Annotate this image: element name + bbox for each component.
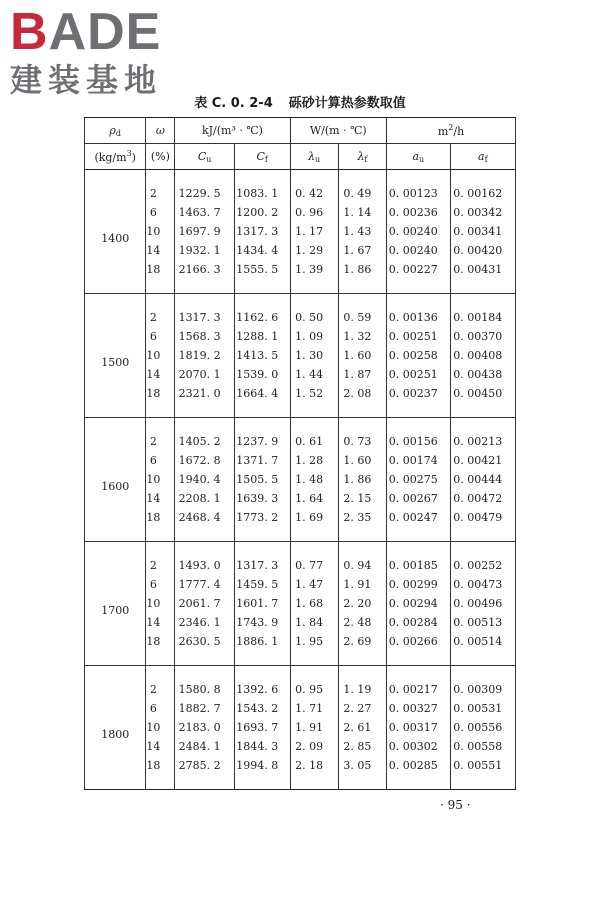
a-unfrozen-cell: 0. 00299: [387, 575, 450, 594]
lambda-frozen-cell: 0. 49: [338, 170, 386, 204]
c-unfrozen-cell: 1882. 7: [175, 699, 234, 718]
lambda-frozen-cell: 2. 20: [338, 594, 386, 613]
c-frozen-cell: 1392. 6: [234, 666, 290, 700]
a-frozen-cell: 0. 00556: [450, 718, 515, 737]
c-frozen-cell: 1994. 8: [234, 756, 290, 790]
c-unfrozen-cell: 2208. 1: [175, 489, 234, 508]
c-unfrozen-cell: 2166. 3: [175, 260, 234, 294]
header-density-unit: $(kg/m^3)$: [85, 144, 146, 170]
c-unfrozen-cell: 2484. 1: [175, 737, 234, 756]
c-frozen-cell: 1413. 5: [234, 346, 290, 365]
table-row: [85, 489, 516, 508]
a-unfrozen-cell: 0. 00123: [387, 170, 450, 204]
c-frozen-cell: 1434. 4: [234, 241, 290, 260]
lambda-unfrozen-cell: 1. 39: [290, 260, 338, 294]
a-frozen-cell: 0. 00551: [450, 756, 515, 790]
moisture-cell: 14: [146, 737, 175, 756]
a-frozen-cell: 0. 00213: [450, 418, 515, 452]
a-unfrozen-cell: 0. 00174: [387, 451, 450, 470]
c-frozen-cell: 1773. 2: [234, 508, 290, 542]
lambda-unfrozen-cell: 0. 42: [290, 170, 338, 204]
moisture-cell: 6: [146, 203, 175, 222]
a-frozen-cell: 0. 00408: [450, 346, 515, 365]
c-unfrozen-cell: 1777. 4: [175, 575, 234, 594]
table-row: [85, 470, 516, 489]
moisture-cell: 10: [146, 594, 175, 613]
table-row: [85, 718, 516, 737]
a-unfrozen-cell: 0. 00240: [387, 222, 450, 241]
a-frozen-cell: 0. 00420: [450, 241, 515, 260]
a-unfrozen-cell: 0. 00217: [387, 666, 450, 700]
lambda-unfrozen-cell: 1. 52: [290, 384, 338, 418]
logo-wordmark: [10, 4, 162, 60]
a-frozen-cell: 0. 00531: [450, 699, 515, 718]
a-frozen-cell: 0. 00473: [450, 575, 515, 594]
table-row: [85, 508, 516, 542]
header-diffusivity-group: $m^2/h$: [387, 118, 516, 144]
a-unfrozen-cell: 0. 00247: [387, 508, 450, 542]
lambda-frozen-cell: 1. 19: [338, 666, 386, 700]
lambda-unfrozen-cell: 0. 96: [290, 203, 338, 222]
c-unfrozen-cell: 1932. 1: [175, 241, 234, 260]
a-frozen-cell: 0. 00421: [450, 451, 515, 470]
table-row: [85, 613, 516, 632]
lambda-unfrozen-cell: 1. 84: [290, 613, 338, 632]
page-number: · 95 ·: [440, 798, 471, 812]
c-unfrozen-cell: 1568. 3: [175, 327, 234, 346]
table-row: [85, 699, 516, 718]
density-cell: 1500: [85, 294, 146, 418]
a-frozen-cell: 0. 00309: [450, 666, 515, 700]
lambda-frozen-cell: 0. 59: [338, 294, 386, 328]
moisture-cell: 18: [146, 756, 175, 790]
a-unfrozen-cell: 0. 00302: [387, 737, 450, 756]
lambda-frozen-cell: 1. 60: [338, 346, 386, 365]
c-frozen-cell: 1317. 3: [234, 222, 290, 241]
moisture-cell: 14: [146, 489, 175, 508]
a-unfrozen-cell: 0. 00251: [387, 327, 450, 346]
lambda-unfrozen-cell: 1. 68: [290, 594, 338, 613]
header-heat-capacity-group: kJ/(m³ · ℃): [175, 118, 290, 144]
density-cell: 1400: [85, 170, 146, 294]
c-frozen-cell: 1317. 3: [234, 542, 290, 576]
c-unfrozen-cell: 1405. 2: [175, 418, 234, 452]
table-row: [85, 384, 516, 418]
table-row: [85, 451, 516, 470]
a-frozen-cell: 0. 00184: [450, 294, 515, 328]
a-frozen-cell: 0. 00438: [450, 365, 515, 384]
density-cell: 1800: [85, 666, 146, 790]
lambda-frozen-cell: 2. 69: [338, 632, 386, 666]
a-frozen-cell: 0. 00370: [450, 327, 515, 346]
a-frozen-cell: 0. 00162: [450, 170, 515, 204]
a-unfrozen-cell: 0. 00285: [387, 756, 450, 790]
lambda-frozen-cell: 1. 87: [338, 365, 386, 384]
c-unfrozen-cell: 2468. 4: [175, 508, 234, 542]
table-row: [85, 756, 516, 790]
c-unfrozen-cell: 1463. 7: [175, 203, 234, 222]
lambda-frozen-cell: 1. 14: [338, 203, 386, 222]
publisher-logo: [10, 4, 162, 98]
header-a-frozen: $a_f$: [450, 144, 515, 170]
header-a-unfrozen: $a_u$: [387, 144, 450, 170]
lambda-frozen-cell: 1. 86: [338, 470, 386, 489]
density-cell: 1600: [85, 418, 146, 542]
header-moisture-symbol: ω: [146, 118, 175, 144]
c-unfrozen-cell: 2061. 7: [175, 594, 234, 613]
c-unfrozen-cell: 2346. 1: [175, 613, 234, 632]
c-unfrozen-cell: 1493. 0: [175, 542, 234, 576]
c-frozen-cell: 1886. 1: [234, 632, 290, 666]
c-frozen-cell: 1459. 5: [234, 575, 290, 594]
c-frozen-cell: 1505. 5: [234, 470, 290, 489]
table-row: [85, 327, 516, 346]
a-unfrozen-cell: 0. 00267: [387, 489, 450, 508]
moisture-cell: 14: [146, 613, 175, 632]
table-name: 砾砂计算热参数取值: [288, 96, 406, 111]
header-moisture-unit: (%): [146, 144, 175, 170]
lambda-unfrozen-cell: 2. 09: [290, 737, 338, 756]
a-frozen-cell: 0. 00341: [450, 222, 515, 241]
moisture-cell: 2: [146, 418, 175, 452]
table-number: 表 C. 0. 2-4: [194, 96, 273, 111]
lambda-unfrozen-cell: 0. 61: [290, 418, 338, 452]
a-frozen-cell: 0. 00450: [450, 384, 515, 418]
lambda-frozen-cell: 2. 85: [338, 737, 386, 756]
table-row: [85, 737, 516, 756]
lambda-unfrozen-cell: 1. 48: [290, 470, 338, 489]
c-frozen-cell: 1083. 1: [234, 170, 290, 204]
table-row: [85, 575, 516, 594]
lambda-frozen-cell: 2. 27: [338, 699, 386, 718]
a-frozen-cell: 0. 00252: [450, 542, 515, 576]
c-frozen-cell: 1543. 2: [234, 699, 290, 718]
lambda-unfrozen-cell: 1. 29: [290, 241, 338, 260]
lambda-frozen-cell: 1. 32: [338, 327, 386, 346]
lambda-frozen-cell: 2. 08: [338, 384, 386, 418]
a-frozen-cell: 0. 00444: [450, 470, 515, 489]
lambda-frozen-cell: 3. 05: [338, 756, 386, 790]
moisture-cell: 6: [146, 327, 175, 346]
lambda-frozen-cell: 1. 60: [338, 451, 386, 470]
table-row: [85, 346, 516, 365]
c-frozen-cell: 1539. 0: [234, 365, 290, 384]
table-row: [85, 241, 516, 260]
table-row: [85, 222, 516, 241]
lambda-unfrozen-cell: 1. 47: [290, 575, 338, 594]
lambda-unfrozen-cell: 0. 50: [290, 294, 338, 328]
lambda-frozen-cell: 1. 86: [338, 260, 386, 294]
c-unfrozen-cell: 2070. 1: [175, 365, 234, 384]
lambda-frozen-cell: 1. 91: [338, 575, 386, 594]
a-frozen-cell: 0. 00558: [450, 737, 515, 756]
table-row: [85, 294, 516, 328]
c-frozen-cell: 1693. 7: [234, 718, 290, 737]
lambda-frozen-cell: 2. 35: [338, 508, 386, 542]
table-row: [85, 170, 516, 204]
logo-wordmark-rest: ADE: [48, 3, 162, 61]
moisture-cell: 14: [146, 241, 175, 260]
moisture-cell: 6: [146, 575, 175, 594]
c-frozen-cell: 1371. 7: [234, 451, 290, 470]
table-row: [85, 365, 516, 384]
moisture-cell: 18: [146, 260, 175, 294]
moisture-cell: 2: [146, 542, 175, 576]
c-unfrozen-cell: 1697. 9: [175, 222, 234, 241]
lambda-frozen-cell: 2. 15: [338, 489, 386, 508]
a-unfrozen-cell: 0. 00236: [387, 203, 450, 222]
lambda-unfrozen-cell: 1. 71: [290, 699, 338, 718]
lambda-unfrozen-cell: 1. 64: [290, 489, 338, 508]
moisture-cell: 2: [146, 666, 175, 700]
table-row: [85, 666, 516, 700]
moisture-cell: 10: [146, 346, 175, 365]
lambda-frozen-cell: 0. 94: [338, 542, 386, 576]
thermal-parameter-table: [84, 117, 516, 790]
a-unfrozen-cell: 0. 00251: [387, 365, 450, 384]
table-row: [85, 632, 516, 666]
c-unfrozen-cell: 2321. 0: [175, 384, 234, 418]
moisture-cell: 18: [146, 508, 175, 542]
a-unfrozen-cell: 0. 00327: [387, 699, 450, 718]
a-unfrozen-cell: 0. 00185: [387, 542, 450, 576]
a-unfrozen-cell: 0. 00258: [387, 346, 450, 365]
lambda-unfrozen-cell: 0. 95: [290, 666, 338, 700]
moisture-cell: 18: [146, 384, 175, 418]
a-frozen-cell: 0. 00479: [450, 508, 515, 542]
c-unfrozen-cell: 2183. 0: [175, 718, 234, 737]
lambda-unfrozen-cell: 1. 95: [290, 632, 338, 666]
header-lambda-unfrozen: $\lambda_u$: [290, 144, 338, 170]
moisture-cell: 14: [146, 365, 175, 384]
lambda-unfrozen-cell: 1. 44: [290, 365, 338, 384]
a-frozen-cell: 0. 00496: [450, 594, 515, 613]
lambda-frozen-cell: 1. 43: [338, 222, 386, 241]
lambda-unfrozen-cell: 1. 09: [290, 327, 338, 346]
header-c-frozen: $C_f$: [234, 144, 290, 170]
a-unfrozen-cell: 0. 00266: [387, 632, 450, 666]
c-frozen-cell: 1237. 9: [234, 418, 290, 452]
a-frozen-cell: 0. 00342: [450, 203, 515, 222]
table-row: [85, 542, 516, 576]
lambda-unfrozen-cell: 1. 17: [290, 222, 338, 241]
lambda-unfrozen-cell: 2. 18: [290, 756, 338, 790]
a-unfrozen-cell: 0. 00294: [387, 594, 450, 613]
c-frozen-cell: 1844. 3: [234, 737, 290, 756]
a-unfrozen-cell: 0. 00156: [387, 418, 450, 452]
lambda-frozen-cell: 1. 67: [338, 241, 386, 260]
lambda-unfrozen-cell: 1. 28: [290, 451, 338, 470]
c-frozen-cell: 1162. 6: [234, 294, 290, 328]
a-frozen-cell: 0. 00472: [450, 489, 515, 508]
moisture-cell: 18: [146, 632, 175, 666]
lambda-unfrozen-cell: 0. 77: [290, 542, 338, 576]
logo-subtitle: 建装基地: [10, 61, 163, 99]
c-unfrozen-cell: 1229. 5: [175, 170, 234, 204]
header-conductivity-group: W/(m · ℃): [290, 118, 387, 144]
c-frozen-cell: 1200. 2: [234, 203, 290, 222]
moisture-cell: 6: [146, 451, 175, 470]
c-unfrozen-cell: 1819. 2: [175, 346, 234, 365]
header-lambda-frozen: $\lambda_f$: [338, 144, 386, 170]
moisture-cell: 10: [146, 718, 175, 737]
c-frozen-cell: 1555. 5: [234, 260, 290, 294]
lambda-unfrozen-cell: 1. 30: [290, 346, 338, 365]
table-row: [85, 203, 516, 222]
moisture-cell: 2: [146, 294, 175, 328]
table-row: [85, 260, 516, 294]
c-unfrozen-cell: 1672. 8: [175, 451, 234, 470]
a-frozen-cell: 0. 00431: [450, 260, 515, 294]
c-frozen-cell: 1601. 7: [234, 594, 290, 613]
logo-accent-letter: B: [10, 3, 49, 61]
moisture-cell: 2: [146, 170, 175, 204]
c-frozen-cell: 1288. 1: [234, 327, 290, 346]
header-density-symbol: $\rho_d$: [85, 118, 146, 144]
a-unfrozen-cell: 0. 00237: [387, 384, 450, 418]
c-unfrozen-cell: 2785. 2: [175, 756, 234, 790]
lambda-unfrozen-cell: 1. 91: [290, 718, 338, 737]
c-unfrozen-cell: 1580. 8: [175, 666, 234, 700]
lambda-frozen-cell: 0. 73: [338, 418, 386, 452]
lambda-frozen-cell: 2. 61: [338, 718, 386, 737]
c-unfrozen-cell: 1940. 4: [175, 470, 234, 489]
a-unfrozen-cell: 0. 00240: [387, 241, 450, 260]
a-unfrozen-cell: 0. 00317: [387, 718, 450, 737]
a-unfrozen-cell: 0. 00284: [387, 613, 450, 632]
c-frozen-cell: 1639. 3: [234, 489, 290, 508]
a-unfrozen-cell: 0. 00227: [387, 260, 450, 294]
a-frozen-cell: 0. 00514: [450, 632, 515, 666]
table-row: [85, 594, 516, 613]
moisture-cell: 10: [146, 222, 175, 241]
lambda-unfrozen-cell: 1. 69: [290, 508, 338, 542]
table-title: [0, 92, 600, 111]
c-unfrozen-cell: 2630. 5: [175, 632, 234, 666]
c-frozen-cell: 1664. 4: [234, 384, 290, 418]
a-frozen-cell: 0. 00513: [450, 613, 515, 632]
c-unfrozen-cell: 1317. 3: [175, 294, 234, 328]
moisture-cell: 10: [146, 470, 175, 489]
a-unfrozen-cell: 0. 00136: [387, 294, 450, 328]
table-row: [85, 418, 516, 452]
c-frozen-cell: 1743. 9: [234, 613, 290, 632]
a-unfrozen-cell: 0. 00275: [387, 470, 450, 489]
table-body: [85, 170, 516, 790]
lambda-frozen-cell: 2. 48: [338, 613, 386, 632]
moisture-cell: 6: [146, 699, 175, 718]
header-c-unfrozen: $C_u$: [175, 144, 234, 170]
density-cell: 1700: [85, 542, 146, 666]
